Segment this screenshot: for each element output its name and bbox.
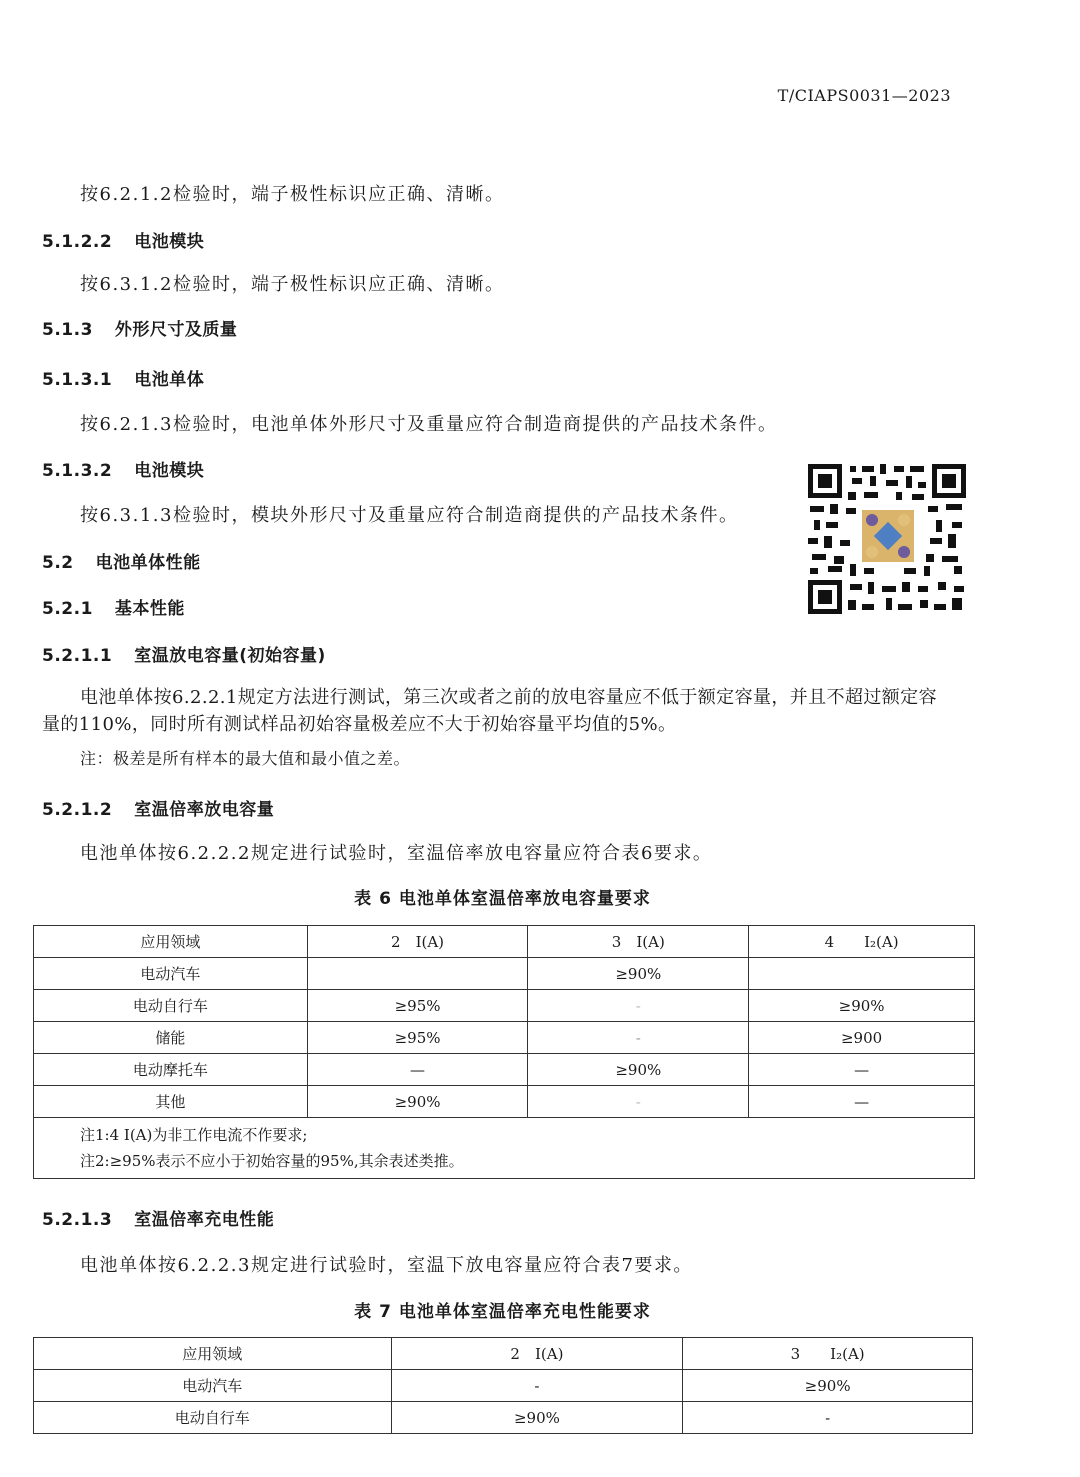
header-cell: 应用领域 <box>34 926 308 958</box>
table-cell: 储能 <box>34 1022 308 1054</box>
paragraph: 按6.3.1.3检验时，模块外形尺寸及重量应符合制造商提供的产品技术条件。 <box>80 505 739 526</box>
header-cell: 3 I(A) <box>528 926 749 958</box>
table-cell: 电动汽车 <box>34 958 308 990</box>
section-title: 电池模块 <box>134 461 205 481</box>
table-cell: ≥90% <box>528 1054 749 1086</box>
section-number: 5.2 <box>42 553 74 573</box>
section-heading <box>42 594 185 619</box>
section-heading <box>42 456 204 481</box>
section-heading <box>42 1205 274 1230</box>
table-7 <box>33 1337 973 1434</box>
table-cell: ≥90% <box>528 958 749 990</box>
table-notes <box>34 1118 975 1179</box>
qr-code-icon[interactable] <box>806 462 968 616</box>
table-cell: ≥90% <box>391 1402 683 1434</box>
table-row <box>34 1402 973 1434</box>
table-row <box>34 1086 975 1118</box>
section-title: 室温倍率充电性能 <box>134 1210 275 1230</box>
table-cell: - <box>528 990 749 1022</box>
document-id: T/CIAPS0031—2023 <box>777 86 951 105</box>
table-cell: ≥90% <box>307 1086 528 1118</box>
table-cell: — <box>749 1054 975 1086</box>
table-row <box>34 958 975 990</box>
table-cell: 电动汽车 <box>34 1370 392 1402</box>
table-caption: 表 7 电池单体室温倍率充电性能要求 <box>354 1302 651 1322</box>
table-row <box>34 990 975 1022</box>
section-number: 5.2.1.1 <box>42 646 113 666</box>
section-heading <box>42 795 274 820</box>
paragraph: 电池单体按6.2.2.1规定方法进行测试，第三次或者之前的放电容量应不低于额定容量，并且不超过额定容量的110%，同时所有测试样品初始容量极差应不大于初始容量平均值的5%。 <box>42 687 937 735</box>
section-title: 室温倍率放电容量 <box>134 800 275 820</box>
section-number: 5.1.3.2 <box>42 461 113 481</box>
section-number: 5.1.3.1 <box>42 370 113 390</box>
section-heading <box>42 548 201 573</box>
table-note: 注1:4 I(A)为非工作电流不作要求; <box>80 1126 308 1144</box>
table-row <box>34 1022 975 1054</box>
table-6 <box>33 925 975 1179</box>
table-cell: 电动自行车 <box>34 1402 392 1434</box>
table-cell <box>749 958 975 990</box>
paragraph: 按6.3.1.2检验时，端子极性标识应正确、清晰。 <box>80 274 505 295</box>
table-row <box>34 1370 973 1402</box>
section-title: 电池单体性能 <box>95 553 201 573</box>
header-cell: 3 I₂(A) <box>683 1338 973 1370</box>
paragraph: 电池单体按6.2.2.2规定进行试验时，室温倍率放电容量应符合表6要求。 <box>80 843 713 864</box>
section-number: 5.1.2.2 <box>42 232 113 252</box>
table-row <box>34 1054 975 1086</box>
header-cell: 2 I(A) <box>391 1338 683 1370</box>
section-title: 室温放电容量(初始容量) <box>134 646 326 666</box>
section-heading <box>42 315 237 340</box>
table-cell: ≥95% <box>307 1022 528 1054</box>
table-cell: — <box>749 1086 975 1118</box>
section-number: 5.2.1 <box>42 599 93 619</box>
section-heading <box>42 227 204 252</box>
note: 注：极差是所有样本的最大值和最小值之差。 <box>80 749 411 768</box>
paragraph: 电池单体按6.2.2.3规定进行试验时，室温下放电容量应符合表7要求。 <box>80 1255 693 1276</box>
section-number: 5.2.1.2 <box>42 800 113 820</box>
table-cell: 电动自行车 <box>34 990 308 1022</box>
section-number: 5.1.3 <box>42 320 93 340</box>
table-notes-row <box>34 1118 975 1179</box>
section-title: 基本性能 <box>114 599 185 619</box>
table-cell: ≥90% <box>749 990 975 1022</box>
table-cell: ≥90% <box>683 1370 973 1402</box>
table-cell: ≥900 <box>749 1022 975 1054</box>
section-number: 5.2.1.3 <box>42 1210 113 1230</box>
table-cell: - <box>528 1086 749 1118</box>
table-cell: — <box>307 1054 528 1086</box>
section-title: 电池单体 <box>134 370 205 390</box>
table-caption: 表 6 电池单体室温倍率放电容量要求 <box>354 889 651 909</box>
table-cell: 电动摩托车 <box>34 1054 308 1086</box>
table-header-row <box>34 1338 973 1370</box>
table-cell <box>307 958 528 990</box>
header-cell: 2 I(A) <box>307 926 528 958</box>
header-cell: 应用领域 <box>34 1338 392 1370</box>
section-heading <box>42 365 204 390</box>
header-cell: 4 I₂(A) <box>749 926 975 958</box>
table-header-row <box>34 926 975 958</box>
section-heading <box>42 641 326 666</box>
table-note: 注2:≥95%表示不应小于初始容量的95%,其余表述类推。 <box>80 1152 464 1170</box>
paragraph: 按6.2.1.3检验时，电池单体外形尺寸及重量应符合制造商提供的产品技术条件。 <box>80 414 778 435</box>
table-cell: 其他 <box>34 1086 308 1118</box>
section-title: 外形尺寸及质量 <box>114 320 238 340</box>
paragraph: 按6.2.1.2检验时，端子极性标识应正确、清晰。 <box>80 184 505 205</box>
table-cell: - <box>528 1022 749 1054</box>
section-title: 电池模块 <box>134 232 205 252</box>
table-cell: - <box>683 1402 973 1434</box>
table-cell: ≥95% <box>307 990 528 1022</box>
table-cell: - <box>391 1370 683 1402</box>
